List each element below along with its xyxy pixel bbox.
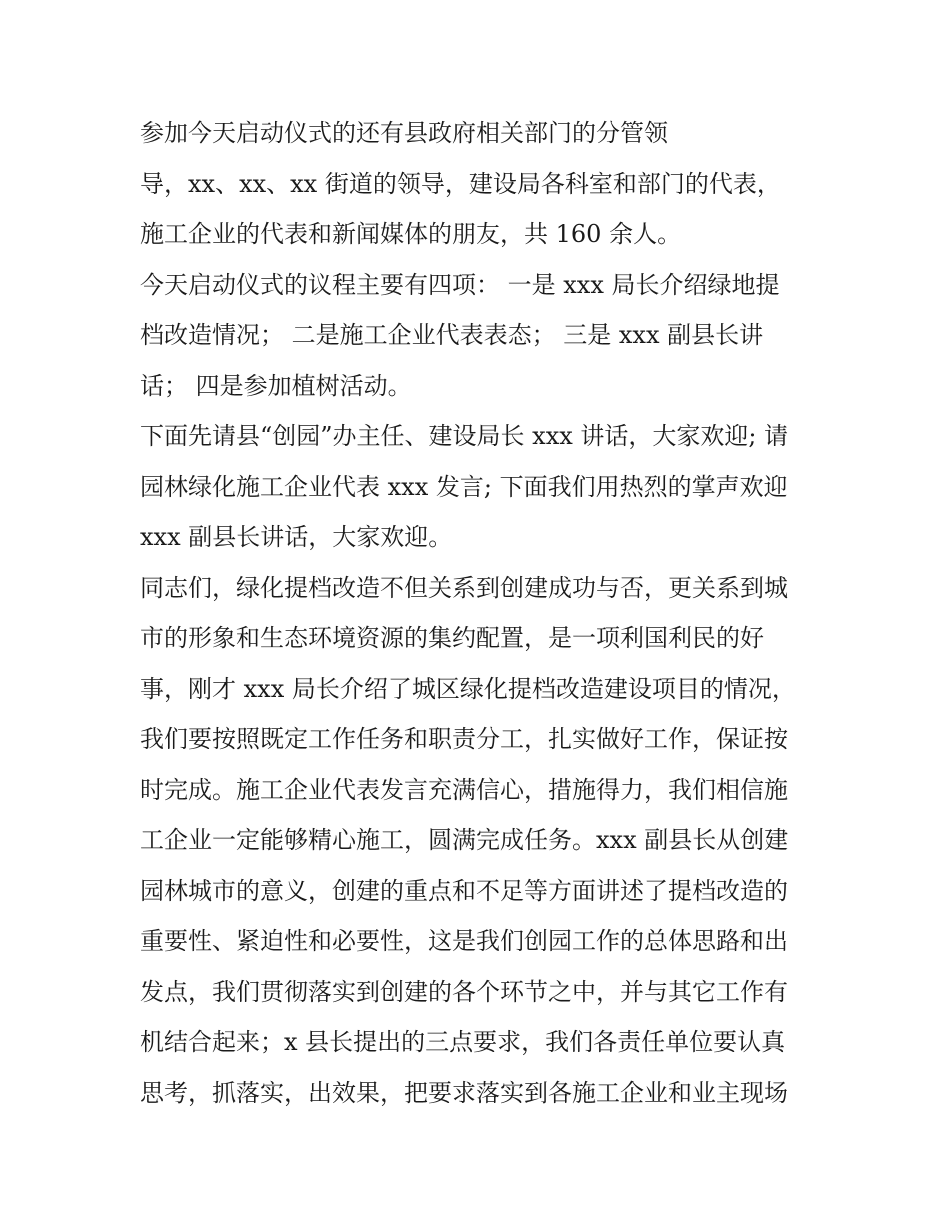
text-line-5: 档改造情况； 二是施工企业代表表态； 三是 xxx 副县长讲: [140, 321, 764, 349]
text-line-7: 下面先请县“创园”办主任、建设局长 xxx 讲话，大家欢迎; 请: [140, 422, 789, 450]
document-body: [140, 108, 830, 1118]
text-line-20: 思考，抓落实，出效果，把要求落实到各施工企业和业主现场: [140, 1078, 788, 1107]
text-line-9: xxx 副县长讲话，大家欢迎。: [140, 523, 453, 551]
text-line-1: 参加今天启动仪式的还有县政府相关部门的分管领: [140, 119, 668, 147]
text-line-4: 今天启动仪式的议程主要有四项： 一是 xxx 局长介绍绿地提: [140, 270, 780, 299]
text-line-6: 话； 四是参加植树活动。: [140, 371, 412, 400]
text-line-13: 我们要按照既定工作任务和职责分工，扎实做好工作，保证按: [140, 725, 788, 753]
text-line-3: 施工企业的代表和新闻媒体的朋友，共 160 余人。: [140, 220, 682, 248]
text-line-8: 园林绿化施工企业代表 xxx 发言; 下面我们用热烈的掌声欢迎: [140, 472, 788, 501]
text-line-10: 同志们，绿化提档改造不但关系到创建成功与否，更关系到城: [140, 573, 788, 602]
text-line-12: 事，刚才 xxx 局长介绍了城区绿化提档改造建设项目的情况，: [140, 674, 796, 703]
text-line-14: 时完成。施工企业代表发言充满信心，措施得力，我们相信施: [140, 775, 788, 804]
text-line-11: 市的形象和生态环境资源的集约配置，是一项利国利民的好: [140, 624, 764, 652]
text-line-15: 工企业一定能够精心施工，圆满完成任务。xxx 副县长从创建: [140, 826, 789, 854]
text-line-17: 重要性、紧迫性和必要性，这是我们创园工作的总体思路和出: [140, 927, 788, 955]
text-line-18: 发点，我们贯彻落实到创建的各个环节之中，并与其它工作有: [140, 977, 788, 1006]
text-line-19: 机结合起来；x 县长提出的三点要求，我们各责任单位要认真: [140, 1028, 786, 1056]
text-line-2: 导，xx、xx、xx 街道的领导，建设局各科室和部门的代表，: [140, 169, 781, 198]
text-line-16: 园林城市的意义，创建的重点和不足等方面讲述了提档改造的: [140, 876, 788, 905]
